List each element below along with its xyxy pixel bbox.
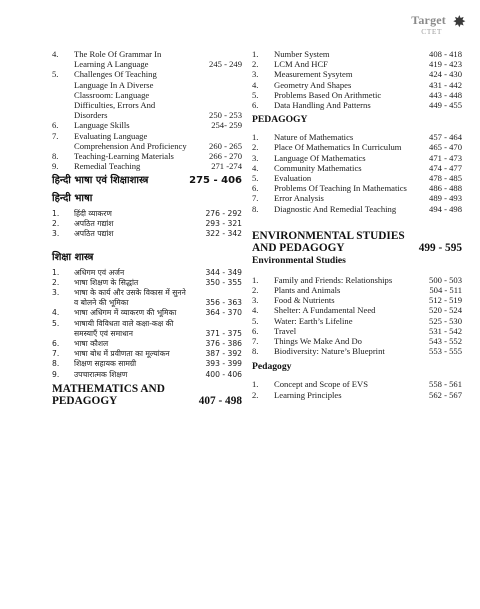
entry-number: 6. bbox=[252, 325, 259, 336]
entry-title: Community Mathematics bbox=[274, 162, 362, 173]
entry-title: Nature of Mathematics bbox=[274, 132, 354, 143]
entry-number: 6. bbox=[52, 338, 60, 348]
entry-pages: 500 - 503 bbox=[429, 274, 462, 285]
toc-entry bbox=[252, 204, 462, 214]
toc-entry-group bbox=[52, 49, 242, 171]
entry-number: 9. bbox=[52, 369, 60, 379]
section-title: हिन्दी भाषा bbox=[52, 192, 93, 204]
entry-number: 8. bbox=[52, 359, 60, 369]
entry-title: Family and Friends: Relationships bbox=[274, 274, 393, 285]
toc-entry bbox=[52, 288, 242, 308]
toc-entry bbox=[252, 80, 462, 90]
toc-entry-group bbox=[252, 275, 462, 357]
entry-number: 2. bbox=[252, 389, 259, 400]
entry-number: 2. bbox=[252, 142, 259, 153]
toc-entry bbox=[52, 339, 242, 349]
toc-entry bbox=[252, 163, 462, 173]
toc-entry bbox=[252, 316, 462, 326]
entry-title: Problems Based On Arithmetic bbox=[274, 89, 382, 100]
entry-number: 8. bbox=[252, 203, 259, 214]
toc-entry bbox=[252, 379, 462, 389]
entry-pages: 520 - 524 bbox=[429, 305, 462, 316]
entry-title: Place Of Mathematics In Curriculum bbox=[274, 142, 402, 153]
entry-title: Teaching-Learning Materials bbox=[74, 151, 174, 162]
entry-title: Remedial Teaching bbox=[74, 161, 141, 172]
entry-title: हिंदी व्याकरण bbox=[74, 208, 112, 218]
toc-right-column bbox=[252, 49, 462, 400]
entry-pages: 478 - 485 bbox=[429, 173, 462, 184]
entry-title: Plants and Animals bbox=[274, 285, 341, 296]
toc-entry bbox=[52, 219, 242, 229]
section-pages: 275 - 406 bbox=[189, 175, 242, 187]
entry-number: 5. bbox=[252, 315, 259, 326]
entry-number: 2. bbox=[252, 59, 259, 70]
brand-target-text: Target bbox=[411, 13, 446, 27]
section-heading bbox=[252, 361, 462, 372]
section-title: Pedagogy bbox=[252, 361, 292, 373]
entry-title: Water: Earth’s Lifeline bbox=[274, 315, 353, 326]
entry-number: 6. bbox=[52, 120, 59, 131]
entry-title: Challenges Of Teaching Language In A Diverse Classroom: Language Difficulties, Errors And Disorders bbox=[74, 69, 157, 121]
toc-entry bbox=[52, 161, 242, 171]
section-title: ENVIRONMENTAL STUDIES AND PEDAGOGY bbox=[252, 229, 405, 255]
toc-entry-group bbox=[52, 268, 242, 380]
entry-pages: 250 - 253 bbox=[209, 110, 242, 121]
entry-pages: 400 - 406 bbox=[205, 369, 242, 379]
entry-number: 4. bbox=[252, 305, 259, 316]
toc-entry bbox=[252, 59, 462, 69]
toc-entry bbox=[252, 49, 462, 59]
entry-pages: 558 - 561 bbox=[429, 379, 462, 390]
entry-pages: 431 - 442 bbox=[429, 79, 462, 90]
toc-entry bbox=[252, 132, 462, 142]
toc-entry bbox=[52, 349, 242, 359]
toc-entry bbox=[252, 193, 462, 203]
toc-entry bbox=[52, 308, 242, 318]
toc-entry-group bbox=[252, 132, 462, 214]
entry-title: Evaluation bbox=[274, 173, 312, 184]
toc-entry bbox=[52, 278, 242, 288]
entry-title: उपचारात्मक शिक्षण bbox=[74, 369, 128, 379]
section-pages: 407 - 498 bbox=[198, 395, 242, 408]
entry-pages: 245 - 249 bbox=[209, 59, 242, 70]
section-title: PEDAGOGY bbox=[252, 114, 308, 126]
entry-number: 4. bbox=[52, 49, 59, 59]
section-heading bbox=[252, 255, 462, 266]
entry-number: 4. bbox=[52, 308, 60, 318]
entry-title: Measurement Sysytem bbox=[274, 69, 353, 80]
toc-entry bbox=[252, 390, 462, 400]
entry-title: Things We Make And Do bbox=[274, 336, 362, 347]
entry-title: शिक्षण सहायक सामग्री bbox=[74, 359, 137, 369]
toc-entry bbox=[52, 319, 242, 339]
entry-title: भाषा अधिगम में व्याकरण की भूमिका bbox=[74, 308, 177, 318]
toc-entry bbox=[252, 69, 462, 79]
toc-entry bbox=[52, 359, 242, 369]
entry-pages: 344 - 349 bbox=[205, 267, 242, 277]
entry-pages: 531 - 542 bbox=[429, 325, 462, 336]
toc-left-column bbox=[52, 49, 242, 408]
entry-pages: 371 - 375 bbox=[205, 328, 242, 338]
entry-number: 5. bbox=[52, 318, 60, 328]
entry-title: Shelter: A Fundamental Need bbox=[274, 305, 376, 316]
section-title: शिक्षा शास्त्र bbox=[52, 251, 94, 263]
brand-ctet-text: CTET bbox=[421, 27, 442, 36]
toc-entry bbox=[52, 229, 242, 239]
entry-title: LCM And HCF bbox=[274, 59, 328, 70]
toc-entry bbox=[252, 295, 462, 305]
entry-pages: 408 - 418 bbox=[429, 49, 462, 59]
entry-title: Food & Nutrients bbox=[274, 295, 335, 306]
entry-number: 2. bbox=[52, 219, 60, 229]
toc-entry bbox=[52, 131, 242, 151]
toc-entry bbox=[252, 153, 462, 163]
toc-entry bbox=[52, 69, 242, 120]
toc-entry bbox=[252, 305, 462, 315]
entry-pages: 387 - 392 bbox=[205, 349, 242, 359]
entry-number: 3. bbox=[52, 287, 60, 297]
entry-title: Error Analysis bbox=[274, 193, 324, 204]
toc-entry bbox=[252, 142, 462, 152]
section-title: MATHEMATICS AND PEDAGOGY bbox=[52, 382, 165, 408]
entry-number: 1. bbox=[52, 267, 60, 277]
entry-number: 1. bbox=[252, 379, 259, 390]
entry-title: भाषा कौशल bbox=[74, 338, 109, 348]
section-heading bbox=[52, 252, 242, 264]
entry-pages: 471 - 473 bbox=[429, 152, 462, 163]
entry-pages: 504 - 511 bbox=[429, 285, 462, 296]
entry-pages: 271 -274 bbox=[211, 161, 242, 172]
toc-entry bbox=[252, 183, 462, 193]
entry-title: भाषा बोध में प्रवीणता का मूल्यांकन bbox=[74, 349, 170, 359]
entry-number: 7. bbox=[252, 193, 259, 204]
brand-logo bbox=[406, 14, 466, 48]
entry-number: 7. bbox=[52, 130, 59, 141]
entry-pages: 276 - 292 bbox=[205, 208, 242, 218]
entry-pages: 512 - 519 bbox=[429, 295, 462, 306]
entry-number: 5. bbox=[252, 173, 259, 184]
entry-pages: 562 - 567 bbox=[429, 389, 462, 400]
entry-number: 1. bbox=[252, 49, 259, 59]
toc-entry bbox=[52, 209, 242, 219]
section-heading bbox=[52, 175, 242, 188]
section-heading bbox=[52, 383, 242, 408]
entry-pages: 364 - 370 bbox=[205, 308, 242, 318]
entry-number: 8. bbox=[52, 151, 59, 162]
entry-pages: 376 - 386 bbox=[205, 338, 242, 348]
entry-number: 5. bbox=[252, 89, 259, 100]
entry-number: 9. bbox=[52, 161, 59, 172]
entry-pages: 260 - 265 bbox=[209, 140, 242, 151]
entry-pages: 489 - 493 bbox=[429, 193, 462, 204]
entry-number: 4. bbox=[252, 79, 259, 90]
entry-pages: 443 - 448 bbox=[429, 89, 462, 100]
section-heading bbox=[252, 230, 462, 255]
entry-title: Language Of Mathematics bbox=[274, 152, 366, 163]
toc-entry bbox=[252, 173, 462, 183]
entry-number: 8. bbox=[252, 346, 259, 357]
entry-number: 3. bbox=[52, 229, 60, 239]
toc-entry bbox=[252, 336, 462, 346]
section-pages: 499 - 595 bbox=[418, 242, 462, 255]
entry-number: 7. bbox=[252, 336, 259, 347]
entry-pages: 465 - 470 bbox=[429, 142, 462, 153]
section-heading bbox=[252, 114, 462, 125]
toc-entry-group bbox=[252, 49, 462, 110]
entry-pages: 350 - 355 bbox=[205, 277, 242, 287]
entry-number: 3. bbox=[252, 295, 259, 306]
entry-pages: 424 - 430 bbox=[429, 69, 462, 80]
entry-title: भाषा शिक्षण के सिद्धांत bbox=[74, 277, 139, 287]
entry-title: भाषा के कार्य और उसके विकास में सुनने व बोलने की भूमिका bbox=[74, 287, 186, 308]
entry-number: 3. bbox=[252, 69, 259, 80]
entry-number: 6. bbox=[252, 183, 259, 194]
entry-title: Evaluating Language Comprehension And Proficiency bbox=[74, 130, 187, 151]
entry-title: भाषायी विविधता वाले कक्षा-कक्ष की समस्याएँ एवं समाधान bbox=[74, 318, 174, 338]
entry-pages: 266 - 270 bbox=[209, 151, 242, 162]
entry-title: Language Skills bbox=[74, 120, 130, 131]
entry-number: 4. bbox=[252, 162, 259, 173]
entry-pages: 393 - 399 bbox=[205, 359, 242, 369]
entry-pages: 457 - 464 bbox=[429, 132, 462, 143]
toc-entry bbox=[252, 90, 462, 100]
entry-number: 6. bbox=[252, 100, 259, 111]
entry-pages: 486 - 488 bbox=[429, 183, 462, 194]
section-title: Environmental Studies bbox=[252, 254, 346, 266]
entry-number: 2. bbox=[252, 285, 259, 296]
entry-title: अपठित पद्यांश bbox=[74, 229, 114, 239]
section-title: हिन्दी भाषा एवं शिक्षाशास्त्र bbox=[52, 175, 149, 187]
section-heading bbox=[52, 193, 242, 205]
entry-title: Number System bbox=[274, 49, 330, 59]
toc-entry bbox=[252, 275, 462, 285]
entry-title: Travel bbox=[274, 325, 297, 336]
toc-entry bbox=[52, 370, 242, 380]
entry-pages: 449 - 455 bbox=[429, 100, 462, 111]
entry-pages: 293 - 321 bbox=[205, 219, 242, 229]
entry-number: 3. bbox=[252, 152, 259, 163]
entry-pages: 254- 259 bbox=[211, 120, 242, 131]
entry-title: Learning Principles bbox=[274, 389, 342, 400]
entry-title: Diagnostic And Remedial Teaching bbox=[274, 203, 397, 214]
toc-entry bbox=[52, 120, 242, 130]
entry-title: अपठित गद्यांश bbox=[74, 219, 114, 229]
entry-title: Biodiversity: Nature’s Blueprint bbox=[274, 346, 385, 357]
toc-entry-group bbox=[252, 379, 462, 399]
entry-number: 1. bbox=[252, 132, 259, 143]
toc-entry-group bbox=[52, 209, 242, 240]
star-icon: ✸ bbox=[452, 14, 466, 31]
toc-entry bbox=[52, 49, 242, 69]
entry-title: अधिगम एवं अर्जन bbox=[74, 267, 125, 277]
entry-number: 1. bbox=[252, 274, 259, 285]
entry-pages: 474 - 477 bbox=[429, 162, 462, 173]
entry-pages: 356 - 363 bbox=[205, 298, 242, 308]
entry-pages: 525 - 530 bbox=[429, 315, 462, 326]
entry-number: 1. bbox=[52, 208, 60, 218]
entry-pages: 543 - 552 bbox=[429, 336, 462, 347]
entry-title: The Role Of Grammar In Learning A Language bbox=[74, 49, 162, 70]
entry-number: 5. bbox=[52, 69, 59, 80]
toc-entry bbox=[252, 346, 462, 356]
entry-title: Data Handling And Patterns bbox=[274, 100, 371, 111]
entry-number: 7. bbox=[52, 349, 60, 359]
entry-title: Concept and Scope of EVS bbox=[274, 379, 369, 390]
toc-entry bbox=[52, 268, 242, 278]
entry-title: Geometry And Shapes bbox=[274, 79, 352, 90]
entry-pages: 553 - 555 bbox=[429, 346, 462, 357]
toc-entry bbox=[252, 285, 462, 295]
toc-entry bbox=[252, 326, 462, 336]
entry-title: Problems Of Teaching In Mathematics bbox=[274, 183, 407, 194]
entry-pages: 494 - 498 bbox=[429, 203, 462, 214]
toc-entry bbox=[252, 100, 462, 110]
entry-pages: 419 - 423 bbox=[429, 59, 462, 70]
toc-entry bbox=[52, 151, 242, 161]
entry-number: 2. bbox=[52, 277, 60, 287]
entry-pages: 322 - 342 bbox=[205, 229, 242, 239]
